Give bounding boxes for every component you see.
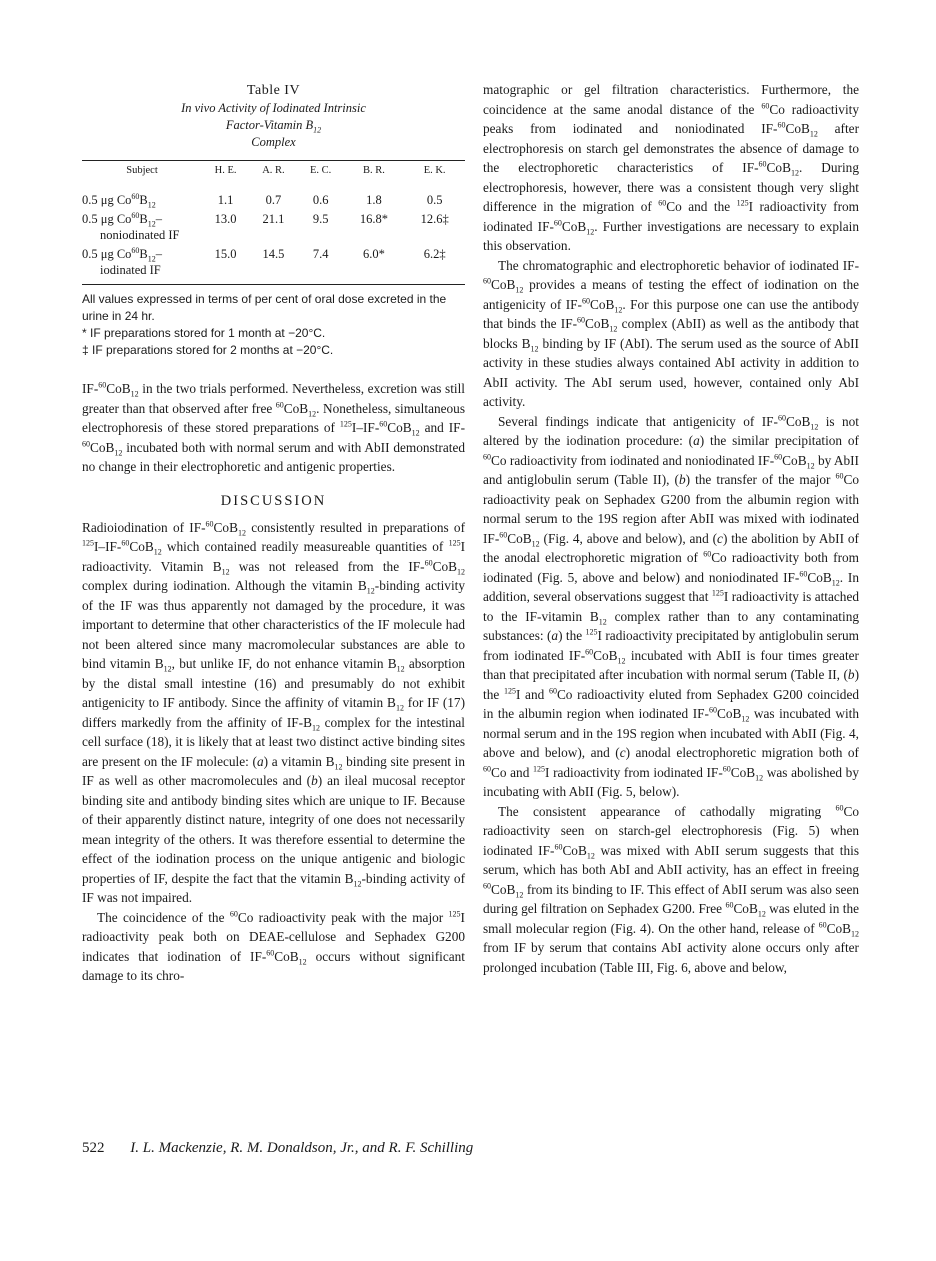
table-row — [82, 243, 465, 284]
paragraph: Radioiodination of IF-$^{60}$CoB$_{12}$ consistently resulted in preparations of $^{125}$I–IF-$^{60}$CoB$_{12}$ which contained readily measureable quantities of $^{125}$I radioactivity. Vitamin $B_{12}$ was not released from the IF-$^{60}$CoB$_{12}$ complex during iodination. Although the vitamin $B_{12}$-binding activity of the IF was thus apparently not damaged by the procedure, it was important to determine that other characteristics of the IF molecule had not been altered since many macromolecular substances are able to bind vitamin $B_{12}$, but unlike IF, do not enhance vitamin $B_{12}$ absorption by the distal small intestine (16) and presumably do not exhibit antigenicity to IF antibody. Since the affinity of vitamin $B_{12}$ for IF (17) differs markedly from the affinity of $IF-B_{12}$ complex for the intestinal cell surface (18), it is likely that at least two distinct active binding sites are present on the IF molecule: (a) a vitamin $B_{12}$ binding site present in IF as well as other macromolecules and (b) an ileal mucosal receptor binding site and antibody binding sites which are unique to IF. Because of their apparently distinct nature, integrity of one does not necessarily mean integrity of the others. It was therefore essential to determine the effect of the iodination process on the unique antigenic and biologic properties of IF, despite the fact that the vitamin $B_{12}$-binding activity of IF was not impaired. — [82, 519, 466, 905]
page-footer — [82, 1140, 473, 1157]
value-cell: 0.5 — [426, 193, 443, 207]
value-cell: 12.6‡ — [420, 212, 449, 226]
right-column — [483, 80, 859, 977]
column-header: B. R. — [362, 165, 385, 176]
paragraph: The consistent appearance of cathodally migrating $^{60}$Co radioactivity seen on starch-gel electrophoresis (Fig. 5) when iodinated IF-$^{60}$CoB$_{12}$ was mixed with AbII serum suggests that this serum, which has both AbI and AbII activity, has an effect in freeing $^{60}$CoB$_{12}$ from its binding to IF. This effect of AbII serum was also seen during gel filtration on Sephadex G200. Free $^{60}$CoB$_{12}$ was eluted in the small molecular region (Fig. 4). On the other hand, release of $^{60}$CoB$_{12}$ from IF by serum that contains AbI activity alone occurs only after prolonged incubation (Table III, Fig. 6, above and below, — [483, 803, 860, 975]
value-cell: 1.1 — [217, 193, 234, 207]
value-cell: 14.5 — [262, 247, 285, 261]
value-cell: 0.7 — [265, 193, 282, 207]
paragraph: Several findings indicate that antigenicity of IF-$^{60}$CoB$_{12}$ is not altered by the iodination procedure: (a) the similar precipitation of $^{60}$Co radioactivity from iodinated and noniodinated IF-$^{60}$CoB$_{12}$ by AbII and antiglobulin serum (Table II), (b) the transfer of the major $^{60}$Co radioactivity peak on Sephadex G200 from the albumin region with normal serum to the 19S region after AbII was mixed with iodinated IF-$^{60}$CoB$_{12}$ (Fig. 4, above and below), and (c) the abolition by AbII of the anodal electrophoretic migration of $^{60}$Co radioactivity both from iodinated (Fig. 5, above and below) and noniodinated IF-$^{60}$CoB$_{12}$. In addition, several observations suggest that $^{125}$I radioactivity is attached to the IF-vitamin $B_{12}$ complex rather than to any contaminating substances: (a) the $^{125}$I radioactivity precipitated by antiglobulin serum from iodinated IF-$^{60}$CoB$_{12}$ incubated with AbII is four times greater than that precipitated after incubation with normal serum (Table II, (b) the $^{125}$I and $^{60}$Co radioactivity eluted from Sephadex G200 coincided in the albumin region when iodinated IF-$^{60}$CoB$_{12}$ was incubated with normal serum and in the 19S region when incubated with AbII (Fig. 4, above and below), and (c) anodal electrophoretic migration both of $^{60}$Co and $^{125}$I radioactivity from iodinated IF-$^{60}$CoB$_{12}$ was abolished by incubating with AbII (Fig. 5, below). — [483, 413, 860, 799]
paragraph: The chromatographic and electrophoretic behavior of iodinated IF-$^{60}$CoB$_{12}$ provides a means of testing the effect of iodination on the antigenicity of IF-$^{60}$CoB$_{12}$. For this purpose one can use the antibody that binds the IF-$^{60}$CoB$_{12}$ complex (AbII) as well as the antibody that blocks $B_{12}$ binding by IF (AbI). The serum used as the source of AbII activity in these studies always contained AbI activity in addition to AbII activity. The AbI serum used, however, contained only AbI activity. — [483, 257, 859, 409]
subject-cell: 0.5 μg $Co^{60}B_{12}$ — [82, 191, 156, 210]
table-title: Table IV — [246, 83, 301, 98]
table-caption-line-1: In vivo Activity of Iodinated Intrinsic — [181, 101, 366, 115]
paragraph: IF-$^{60}$CoB$_{12}$ in the two trials performed. Nevertheless, excretion was still greater than that observed after free $^{60}$CoB$_{12}$. Nonetheless, simultaneous electrophoresis of these stored preparations of $^{125}$I–IF-$^{60}$CoB$_{12}$ and IF-$^{60}$CoB$_{12}$ incubated both with normal serum and with AbII demonstrated no change in their electrophoretic and antigenic properties. — [82, 380, 466, 474]
value-cell: 0.6 — [312, 193, 329, 207]
table-header-row — [82, 161, 465, 183]
value-cell: 21.1 — [262, 212, 285, 226]
table-notes — [82, 291, 465, 359]
table-note: ‡ IF preparations stored for 2 months at −20°C. — [82, 343, 334, 357]
column-header: Subject — [126, 165, 158, 176]
column-header: E. K. — [423, 165, 446, 176]
table-row — [82, 183, 465, 208]
column-header: E. C. — [309, 165, 332, 176]
left-column — [82, 82, 465, 986]
section-heading: DISCUSSION — [220, 492, 327, 509]
value-cell: 16.8* — [359, 212, 388, 226]
value-cell: 9.5 — [312, 212, 329, 226]
footer-authors: I. L. Mackenzie, R. M. Donaldson, Jr., and R. F. Schilling — [130, 1140, 474, 1156]
data-table — [82, 161, 465, 284]
value-cell: 1.8 — [366, 193, 382, 207]
subject-cell: 0.5 μg $Co^{60}B_{12}-$ noniodinated IF — [82, 210, 180, 242]
table-row — [82, 208, 465, 243]
paragraph: matographic or gel filtration characteristics. Furthermore, the coincidence at the same anodal distance of the $^{60}$Co radioactivity peaks from iodinated and noniodinated IF-$^{60}$CoB$_{12}$ after electrophoresis on starch gel demonstrates the absence of damage to the electrophoretic characteristics of IF-$^{60}$CoB$_{12}$. During electrophoresis, however, there was a consistent though very slight difference in the migration of $^{60}$Co and the $^{125}$I radioactivity from iodinated IF-$^{60}$CoB$_{12}$. Further investigations are necessary to explain this observation. — [483, 82, 859, 253]
table-note: * IF preparations stored for 1 month at −20°C. — [82, 326, 326, 340]
subject-cell: 0.5 μg $Co^{60}B_{12}-$ iodinated IF — [82, 245, 163, 277]
value-cell: 6.2‡ — [423, 247, 446, 261]
table-caption-line-2: Factor-Vitamin $B_{12}$ — [225, 118, 322, 135]
page-number: 522 — [82, 1140, 105, 1156]
value-cell: 15.0 — [214, 247, 237, 261]
column-header: H. E. — [214, 165, 237, 176]
value-cell: 7.4 — [312, 247, 329, 261]
paragraph: The coincidence of the $^{60}$Co radioactivity peak with the major $^{125}$I radioactivity peak both on DEAE-cellulose and Sephadex G200 indicates that iodination of IF-$^{60}$CoB$_{12}$ occurs without significant damage to its chro- — [82, 909, 466, 983]
table-caption-line-3: Complex — [251, 135, 296, 149]
column-header: A. R. — [262, 165, 285, 176]
table-note: All values expressed in terms of per cent of oral dose excreted in the urine in 24 hr. — [82, 292, 447, 323]
value-cell: 13.0 — [214, 212, 237, 226]
value-cell: 6.0* — [362, 247, 385, 261]
